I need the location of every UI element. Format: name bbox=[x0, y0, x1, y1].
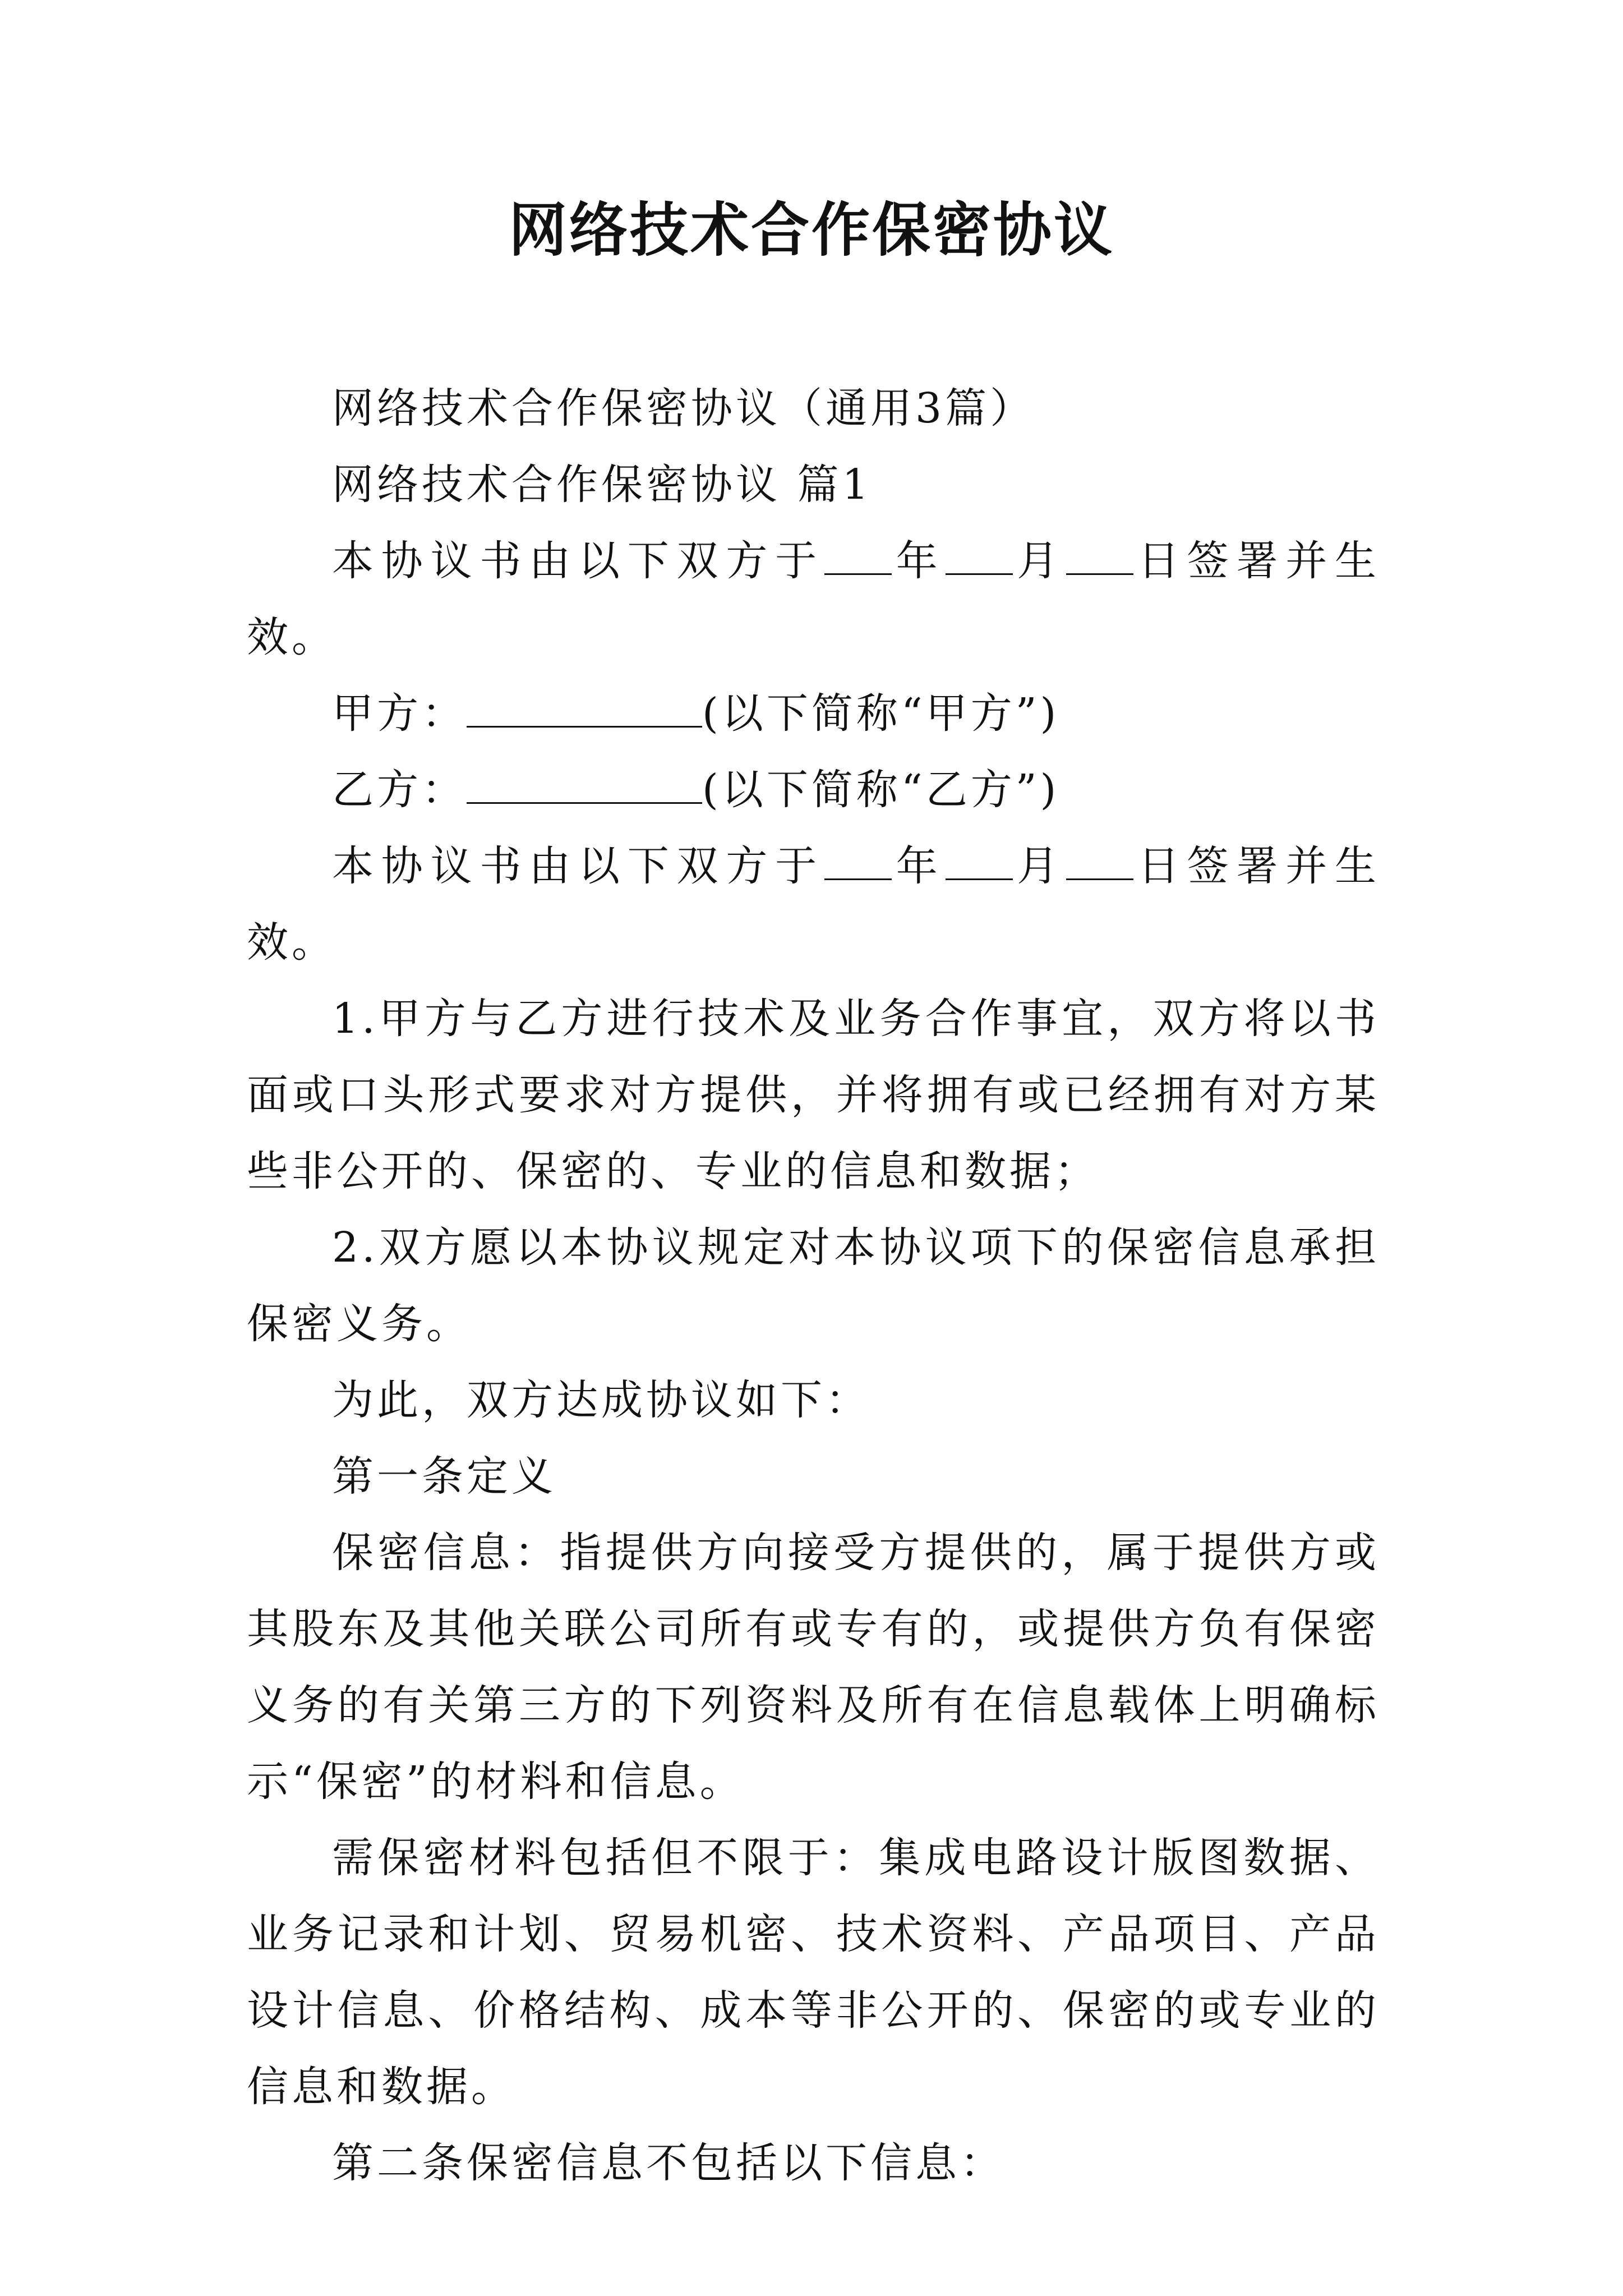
subtitle-paragraph: 网络技术合作保密协议（通用3篇） bbox=[332, 384, 1035, 432]
party-b-line bbox=[247, 752, 1380, 828]
clause-2: 2.双方愿以本协议规定对本协议项下的保密信息承担保密义务。 bbox=[247, 1223, 1380, 1348]
signing-date-suffix: 日签署并生效。 bbox=[247, 842, 1380, 967]
signing-date-line-repeat bbox=[247, 828, 1380, 981]
month-label: 月 bbox=[1012, 537, 1067, 585]
signing-date-line bbox=[247, 523, 1380, 675]
year-blank bbox=[824, 839, 892, 880]
signing-date-suffix: 日签署并生效。 bbox=[247, 537, 1380, 661]
clause-1: 1.甲方与乙方进行技术及业务合作事宜，双方将以书面或口头形式要求对方提供，并将拥有或已经拥有对方某些非公开的、保密的、专业的信息和数据； bbox=[247, 995, 1380, 1195]
document-body bbox=[247, 370, 1380, 2201]
year-label: 年 bbox=[891, 842, 946, 890]
signing-date-prefix: 本协议书由以下双方于 bbox=[332, 537, 824, 585]
confidential-materials-scope: 需保密材料包括但不限于：集成电路设计版图数据、业务记录和计划、贸易机密、技术资料、产品项目、产品设计信息、价格结构、成本等非公开的、保密的或专业的信息和数据。 bbox=[247, 1834, 1380, 2111]
party-b-blank bbox=[467, 763, 702, 804]
section-heading: 网络技术合作保密协议 篇1 bbox=[332, 461, 872, 509]
article-1-heading: 第一条定义 bbox=[332, 1452, 556, 1501]
article-2-heading: 第二条保密信息不包括以下信息： bbox=[332, 2139, 1005, 2187]
agreement-intro: 为此，双方达成协议如下： bbox=[332, 1376, 870, 1424]
month-blank bbox=[946, 534, 1013, 575]
month-label: 月 bbox=[1012, 842, 1067, 890]
month-blank bbox=[946, 839, 1013, 880]
party-a-blank bbox=[467, 687, 702, 728]
party-b-label: 乙方： bbox=[332, 766, 467, 814]
party-a-label: 甲方： bbox=[332, 689, 467, 738]
party-b-note: (以下简称“乙方”) bbox=[702, 766, 1060, 814]
day-blank bbox=[1066, 534, 1133, 575]
document-title: 网络技术合作保密协议 bbox=[508, 195, 1114, 264]
day-blank bbox=[1066, 839, 1133, 880]
year-label: 年 bbox=[891, 537, 946, 585]
signing-date-prefix: 本协议书由以下双方于 bbox=[332, 842, 824, 890]
year-blank bbox=[824, 534, 892, 575]
party-a-note: (以下简称“甲方”) bbox=[702, 689, 1060, 738]
party-a-line bbox=[247, 675, 1380, 752]
confidential-info-definition: 保密信息：指提供方向接受方提供的，属于提供方或其股东及其他关联公司所有或专有的，或提供方负有保密义务的有关第三方的下列资料及所有在信息载体上明确标示“保密”的材料和信息。 bbox=[247, 1529, 1380, 1806]
